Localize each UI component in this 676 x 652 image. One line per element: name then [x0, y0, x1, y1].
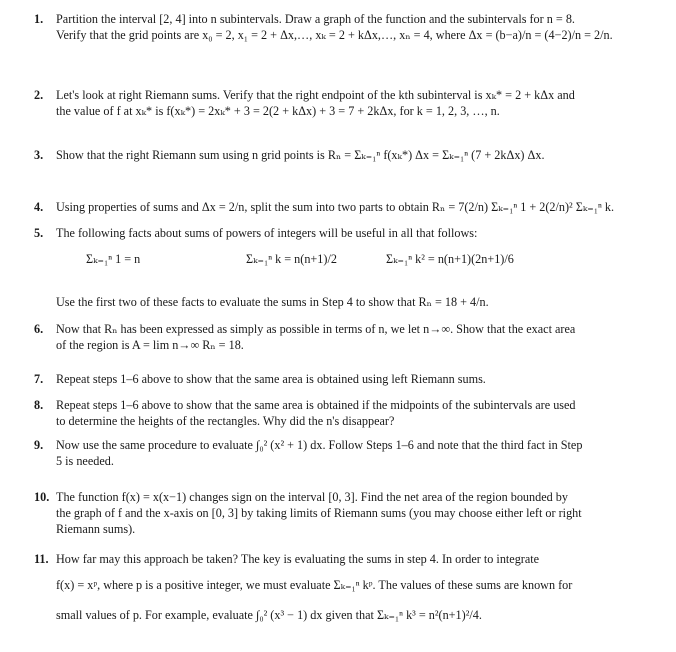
- problem-number: 10.: [34, 490, 50, 504]
- problem-number: 9.: [34, 438, 44, 452]
- sum-fact-constant: Σₖ₌₁ⁿ 1 = n: [86, 252, 141, 266]
- problem-number: 4.: [34, 200, 44, 214]
- problem-text-line: Verify that the grid points are x₀ = 2, x₁ = 2 + Δx,…, xₖ = 2 + kΔx,…, xₙ = 4, where Δx = (b−a)/n = (4−2)/n = 2/n.: [56, 27, 613, 42]
- problem-text-line: The following facts about sums of powers of integers will be useful in all that follows:: [56, 226, 478, 240]
- sum-facts: [56, 252, 656, 288]
- problem-number: 5.: [34, 226, 44, 240]
- problem-number: 2.: [34, 88, 44, 102]
- problem-4: [34, 200, 646, 216]
- problem-2: [34, 88, 646, 120]
- problem-text-line: How far may this approach be taken? The key is evaluating the sums in step 4. In order to integrate: [56, 552, 540, 566]
- problem-text-line: Now use the same procedure to evaluate ∫₀² (x² + 1) dx. Follow Steps 1–6 and note that the third fact in Step: [56, 438, 583, 452]
- problem-number: 1.: [34, 12, 44, 26]
- problem-text-line: to determine the heights of the rectangles. Why did the n's disappear?: [56, 413, 395, 428]
- problem-7: [34, 372, 646, 388]
- problem-9: [34, 438, 646, 470]
- sum-fact-square: Σₖ₌₁ⁿ k² = n(n+1)(2n+1)/6: [386, 252, 514, 266]
- problem-5-followup: [34, 295, 646, 311]
- problem-6: [34, 322, 646, 354]
- problem-number: 8.: [34, 398, 44, 412]
- problem-number: 3.: [34, 148, 44, 162]
- problem-text-line: Repeat steps 1–6 above to show that the same area is obtained using left Riemann sums.: [56, 372, 486, 386]
- problem-1: [34, 12, 646, 44]
- problem-number: 6.: [34, 322, 44, 336]
- problem-text-line: the value of f at xₖ* is f(xₖ*) = 2xₖ* + 3 = 2(2 + kΔx) + 3 = 7 + 2kΔx, for k = 1, 2, 3, …, n.: [56, 103, 500, 118]
- problem-text-line: small values of p. For example, evaluate ∫₀² (x³ − 1) dx given that Σₖ₌₁ⁿ k³ = n²(n+1)²/4.: [56, 607, 482, 622]
- problem-number: 7.: [34, 372, 44, 386]
- problem-text-line: 5 is needed.: [56, 453, 114, 468]
- problem-text-line: Let's look at right Riemann sums. Verify that the right endpoint of the kth subinterval is xₖ* = 2 + kΔx and: [56, 88, 575, 102]
- problem-text-line: The function f(x) = x(x−1) changes sign on the interval [0, 3]. Find the net area of the region bounded by: [56, 490, 568, 504]
- problem-11: [34, 552, 646, 624]
- problem-text-line: the graph of f and the x-axis on [0, 3] by taking limits of Riemann sums (you may choose either left or right: [56, 505, 582, 520]
- problem-text-line: Partition the interval [2, 4] into n subintervals. Draw a graph of the function and the subintervals for n = 8.: [56, 12, 575, 26]
- sum-fact-linear: Σₖ₌₁ⁿ k = n(n+1)/2: [246, 252, 337, 266]
- problem-text-line: Using properties of sums and Δx = 2/n, split the sum into two parts to obtain Rₙ = 7(2/n) Σₖ₌₁ⁿ 1 + 2(2/n)² Σₖ₌₁ⁿ k.: [56, 200, 615, 214]
- problem-text-line: Use the first two of these facts to evaluate the sums in Step 4 to show that Rₙ = 18 + 4/n.: [56, 295, 489, 309]
- problem-5: [34, 226, 646, 242]
- problem-text-line: Now that Rₙ has been expressed as simply as possible in terms of n, we let n→∞. Show that the exact area: [56, 322, 576, 336]
- problem-3: [34, 148, 646, 164]
- problem-text-line: Show that the right Riemann sum using n grid points is Rₙ = Σₖ₌₁ⁿ f(xₖ*) Δx = Σₖ₌₁ⁿ (7 + 2kΔx) Δx.: [56, 148, 545, 162]
- problem-text-line: Riemann sums).: [56, 521, 136, 536]
- problem-text-line: Repeat steps 1–6 above to show that the same area is obtained if the midpoints of the subintervals are used: [56, 398, 576, 412]
- problem-text-line: of the region is A = lim n→∞ Rₙ = 18.: [56, 337, 244, 352]
- problem-number: 11.: [34, 552, 49, 566]
- problem-8: [34, 398, 646, 430]
- problem-10: [34, 490, 646, 538]
- problem-text-line: f(x) = xᵖ, where p is a positive integer, we must evaluate Σₖ₌₁ⁿ kᵖ. The values of these sums are known for: [56, 577, 573, 592]
